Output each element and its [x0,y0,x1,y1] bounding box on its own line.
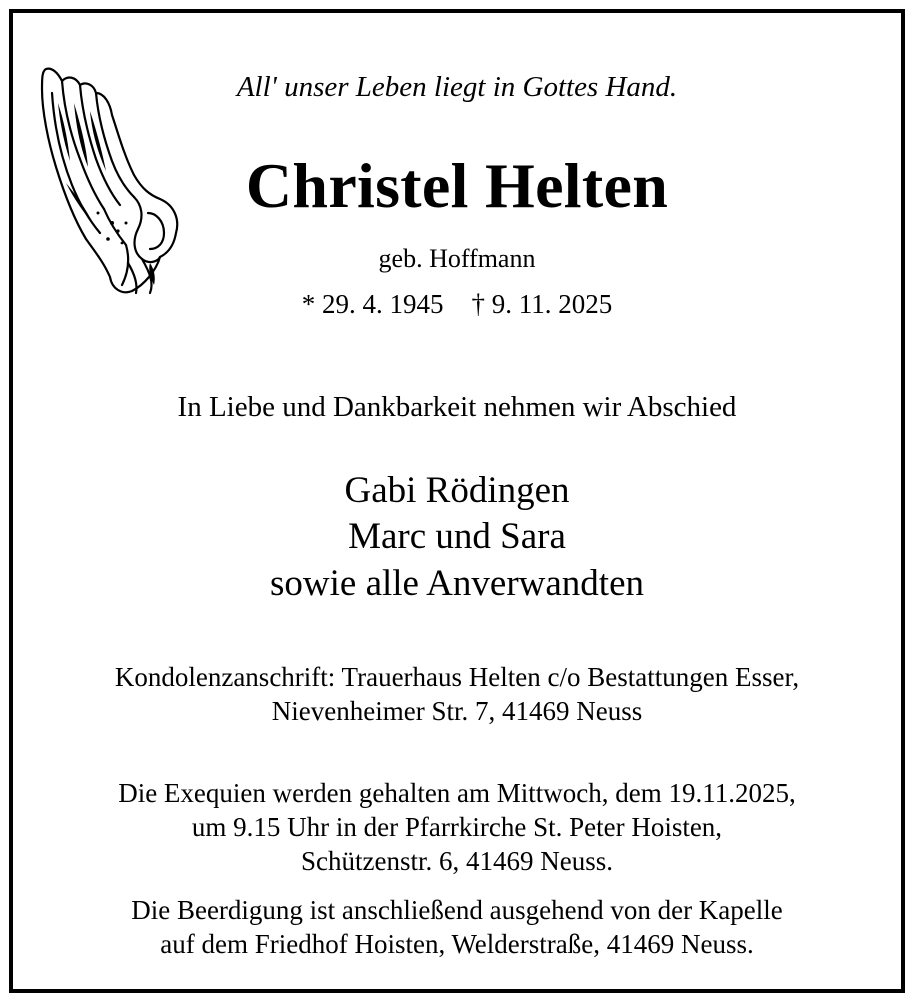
mourner-name: sowie alle Anverwandten [270,563,644,604]
burial-info: auf dem Friedhof Hoisten, Welderstraße, 41469 Neuss. [160,929,754,959]
birth-name: geb. Hoffmann [378,244,536,273]
deceased-name: Christel Helten [245,150,669,221]
birth-date: * 29. 4. 1945 [301,289,444,319]
burial-info: Die Beerdigung ist anschließend ausgehend von der Kapelle [131,895,783,925]
exequies-info: Die Exequien werden gehalten am Mittwoch, dem 19.11.2025, [118,778,796,808]
exequies-info: um 9.15 Uhr in der Pfarrkirche St. Peter Hoisten, [191,812,723,842]
mourner-name: Marc und Sara [348,516,566,557]
farewell-line: In Liebe und Dankbarkeit nehmen wir Abschied [177,391,737,423]
motto: All' unser Leben liegt in Gottes Hand. [236,71,678,103]
death-date: † 9. 11. 2025 [471,289,613,319]
condolence-address: Kondolenzanschrift: Trauerhaus Helten c/o Bestattungen Esser, [114,662,800,692]
condolence-address: Nievenheimer Str. 7, 41469 Neuss [271,696,643,726]
exequies-info: Schützenstr. 6, 41469 Neuss. [301,846,613,876]
mourner-name: Gabi Rödingen [344,470,570,511]
life-dates [0,286,914,322]
